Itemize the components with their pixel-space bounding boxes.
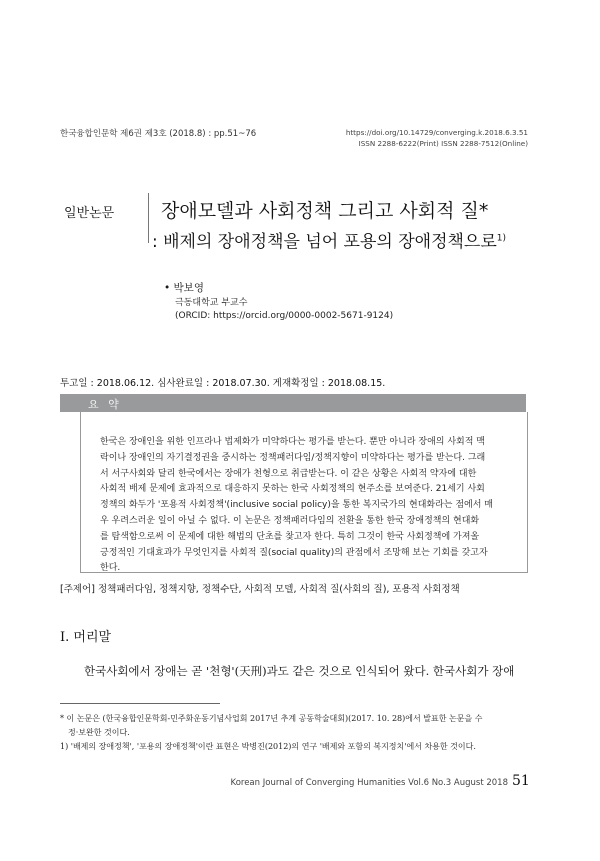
article-title: 장애모델과 사회정책 그리고 사회적 질* xyxy=(161,200,489,222)
abstract-line: 긍정적인 기대효과가 무엇인지를 사회적 질(social quality)의 관점에서 조망해 보는 기회를 갖고자 xyxy=(100,547,488,558)
abstract-label: 요 약 xyxy=(88,398,122,411)
abstract-label-bar xyxy=(60,394,526,412)
doi-issn-block xyxy=(346,127,528,149)
author-affiliation-block xyxy=(175,297,393,323)
footer-journal: Korean Journal of Converging Humanities Vol.6 No.3 August 2018 xyxy=(230,778,508,788)
issn-text: ISSN 2288-6222(Print) ISSN 2288-7512(Online) xyxy=(358,139,528,148)
keywords-text: 정책패러다임, 정책지향, 정책수단, 사회적 모델, 사회적 질(사회의 질), 포용적 사회정책 xyxy=(97,584,460,595)
abstract-line: 락이나 장애인의 자기결정권을 중시하는 정책패러다임/정책지향이 미약하다는 평가를 받는다. 그래 xyxy=(100,452,486,463)
section-heading: I. 머리말 xyxy=(60,630,112,645)
footnote-1-line: * 이 논문은 (한국융합인문학회-민주화운동기념사업회 2017년 추계 공동학술대회)(2017. 10. 28)에서 발표한 논문을 수 xyxy=(60,714,483,723)
author-name: • 박보영 xyxy=(164,282,204,294)
abstract-line: 우 우려스러운 일이 아닐 수 없다. 이 논문은 정책패러다임의 전환을 통한 한국 장애정책의 현대화 xyxy=(100,515,480,526)
footnote-divider xyxy=(60,703,220,704)
journal-info: 한국융합인문학 제6권 제3호 (2018.8) : pp.51~76 xyxy=(60,129,257,139)
keywords-label: [주제어] xyxy=(60,584,95,595)
submission-dates: 투고일 : 2018.06.12. 심사완료일 : 2018.07.30. 게재확정일 : 2018.08.15. xyxy=(60,378,386,389)
body-first-line: 한국사회에서 장애는 곧 '천형'(天刑)과도 같은 것으로 인식되어 왔다. 한국사회가 장애 xyxy=(84,664,515,678)
abstract-line: 한다. xyxy=(100,563,121,574)
footnote-1 xyxy=(60,712,526,740)
abstract-line: 서 서구사회와 달리 한국에서는 장애가 천형으로 취급받는다. 이 같은 상황은 사회적 약자에 대한 xyxy=(100,468,477,479)
article-subtitle: : 배제의 장애정책을 넘어 포용의 장애정책으로$^{1)}$ xyxy=(152,232,507,252)
footnote-2: 1) '배제의 장애정책', '포용의 장애정책'이란 표현은 박병진(2012)의 연구 '배제와 포함의 복지정치'에서 차용한 것이다. xyxy=(60,742,476,751)
article-type: 일반논문 xyxy=(64,206,115,221)
footnote-ref-1: 1) xyxy=(496,233,507,244)
abstract-line: 정책의 화두가 '포용적 사회정책'(inclusive social policy)을 통한 복지국가의 현대화라는 점에서 매 xyxy=(100,500,493,511)
page-number: 51 xyxy=(512,773,530,789)
abstract-line: 를 탐색함으로써 이 문제에 대한 해법의 단초를 찾고자 한다. 특히 그것이 한국 사회정책에 가져올 xyxy=(100,531,480,542)
abstract-line: 사회적 배제 문제에 효과적으로 대응하지 못하는 한국 사회정책의 현주소를 보여준다. 21세기 사회 xyxy=(100,484,485,495)
abstract-text xyxy=(100,435,506,577)
author-affiliation: 극동대학교 부교수 xyxy=(175,298,248,308)
footnote-1-line: 정·보완한 것이다. xyxy=(68,728,130,737)
title-divider xyxy=(148,193,149,243)
abstract-line: 한국은 장애인을 위한 인프라나 법제화가 미약하다는 평가를 받는다. 뿐만 아니라 장애의 사회적 맥 xyxy=(100,437,485,447)
keywords xyxy=(60,581,460,595)
doi-link[interactable]: https://doi.org/10.14729/converging.k.2018.6.3.51 xyxy=(345,128,528,137)
author-orcid: (ORCID: https://orcid.org/0000-0002-5671-9124) xyxy=(175,311,394,321)
